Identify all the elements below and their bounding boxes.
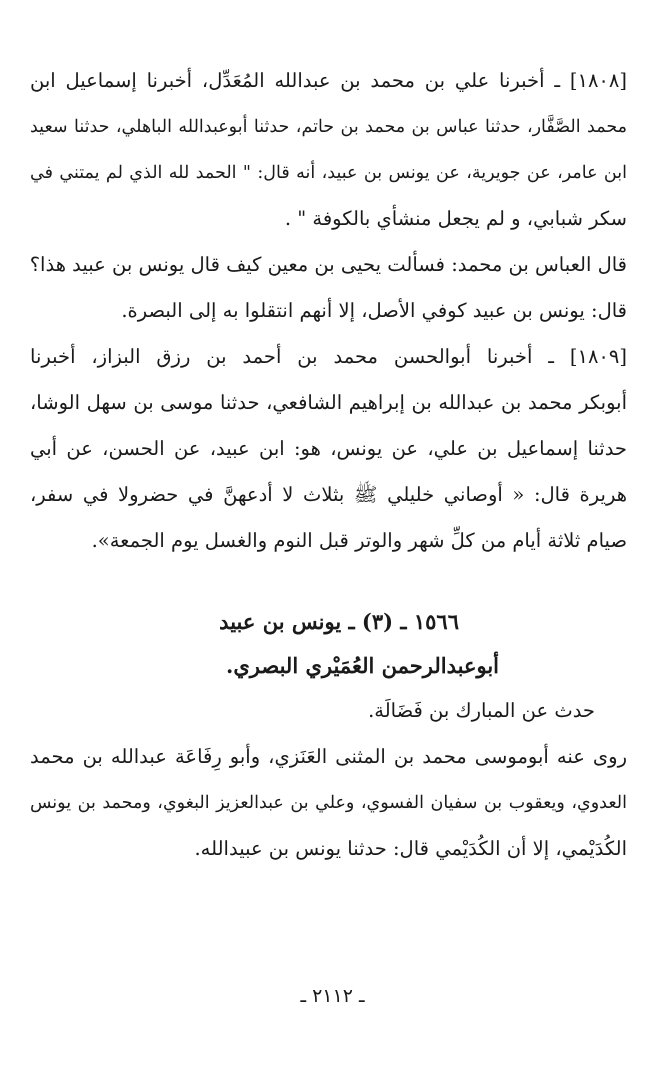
text-line: العدوي، ويعقوب بن سفيان الفسوي، وعلي بن عبدالعزيز البغوي، ومحمد بن يونس [30,793,627,813]
text-line: أبوبكر محمد بن عبدالله بن إبراهيم الشافعي، حدثنا موسى بن سهل الوشا، [30,391,627,414]
text-line: محمد الصَّفَّار، حدثنا عباس بن محمد بن حاتم، حدثنا أبوعبدالله الباهلي، حدثنا سعيد [30,117,627,137]
text-line: قال العباس بن محمد: فسألت يحيى بن معين كيف قال يونس بن عبيد هذا؟ [30,253,627,276]
paragraph-1809 [30,334,627,564]
text-line: [١٨٠٩] ـ أخبرنا أبوالحسن محمد بن أحمد بن رزق البزاز، أخبرنا [30,345,627,368]
text-line: الكُدَيْمي، إلا أن الكُدَيْمي قال: حدثنا يونس بن عبيدالله. [194,837,627,860]
narrated-from-line: حدث عن المبارك بن فَضَالَة. [368,699,595,722]
section-gap [30,564,627,600]
biography-entry [30,600,627,872]
page-number: ـ ٢١١٢ ـ [300,985,365,1007]
text-line: حدثنا إسماعيل بن علي، عن يونس، هو: ابن عبيد، عن الحسن، عن أبي [30,437,627,460]
text-line: قال: يونس بن عبيد كوفي الأصل، إلا أنهم انتقلوا به إلى البصرة. [121,299,627,322]
page-body [30,58,627,872]
text-line: هريرة قال: « أوصاني خليلي ﷺ بثلاث لا أدعهنَّ في حضرولا في سفر، [30,483,627,506]
entry-subheading: أبوعبدالرحمن العُمَيْري البصري. [226,653,499,678]
paragraph-abbas [30,242,627,334]
text-line: صيام ثلاثة أيام من كلِّ شهر والوتر قبل النوم والغسل يوم الجمعة». [91,529,627,552]
paragraph-1808 [30,58,627,242]
text-line: روى عنه أبوموسى محمد بن المثنى العَنَزي، وأبو رِفَاعَة عبدالله بن محمد [30,745,627,768]
text-line: ابن عامر، عن جويرية، عن يونس بن عبيد، أنه قال: " الحمد لله الذي لم يمتني في [30,163,627,183]
text-line: سكر شبابي، و لم يجعل منشأي بالكوفة " . [284,207,627,230]
entry-heading: ١٥٦٦ ـ (٣) ـ يونس بن عبيد [219,609,459,634]
text-line: [١٨٠٨] ـ أخبرنا علي بن محمد بن عبدالله المُعَدِّل، أخبرنا إسماعيل ابن [30,69,627,92]
